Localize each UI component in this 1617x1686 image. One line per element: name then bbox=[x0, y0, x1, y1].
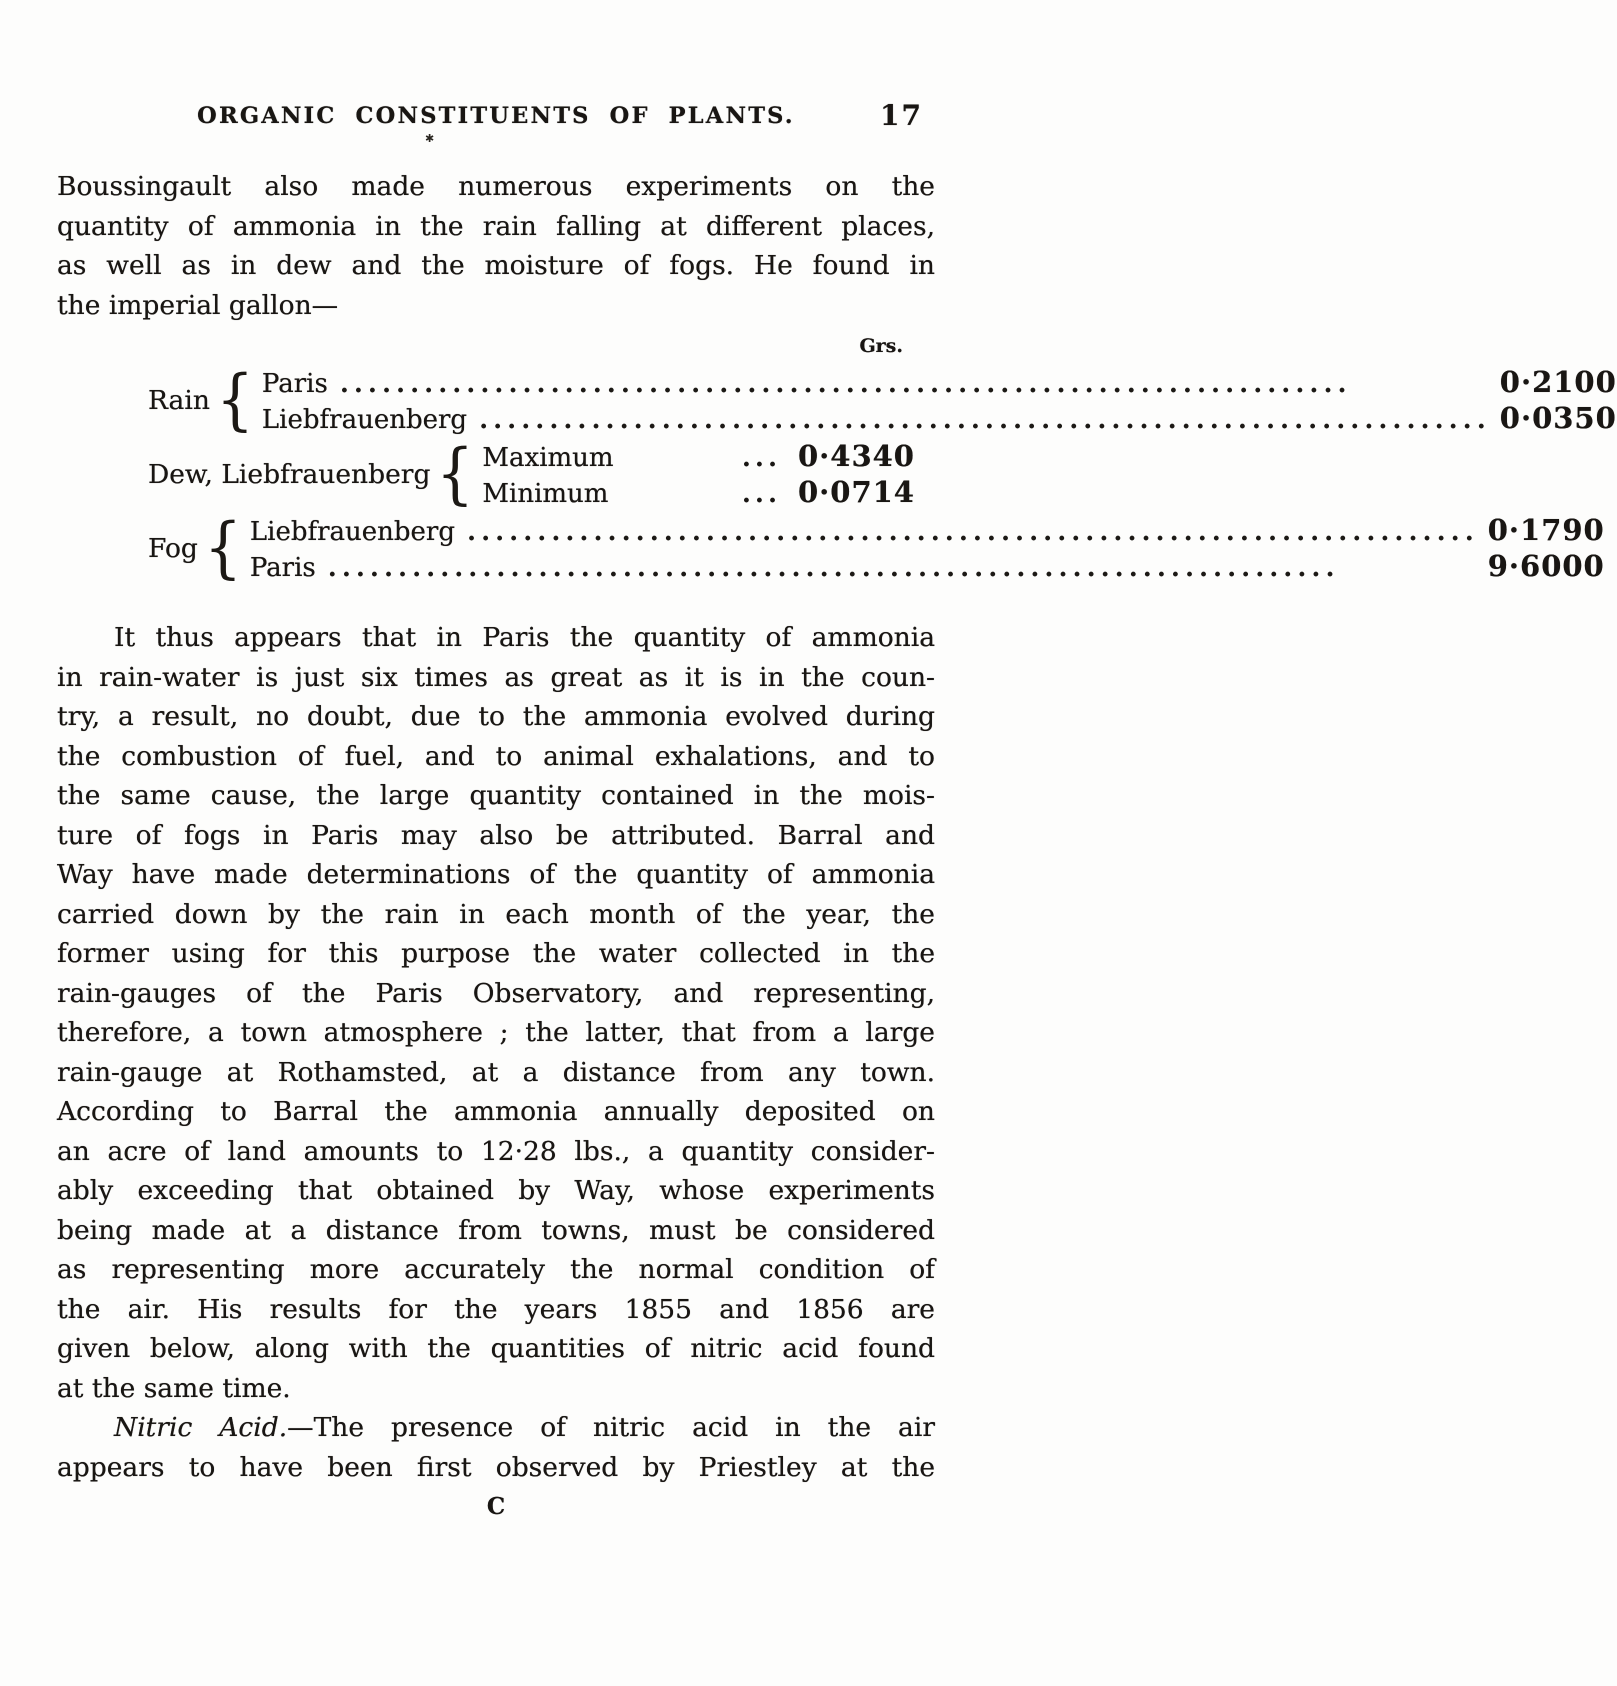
paragraph-intro bbox=[57, 167, 935, 325]
text-line: rain-gauges of the Paris Observatory, and representing, bbox=[57, 977, 935, 1009]
row-name: Minimum bbox=[482, 479, 609, 509]
text-line: appears to have been first observed by Priestley at the bbox=[57, 1451, 935, 1483]
text-line: as representing more accurately the normal condition of bbox=[57, 1254, 935, 1285]
text-line: being made at a distance from towns, must be considered bbox=[57, 1214, 935, 1246]
text-block bbox=[57, 0, 1617, 1520]
line-rest: —The presence of nitric acid in the air bbox=[287, 1412, 936, 1443]
dot-leader bbox=[328, 550, 1479, 586]
table-unit-label: Grs. bbox=[859, 335, 903, 357]
table-row bbox=[482, 474, 915, 510]
table-row bbox=[262, 400, 1617, 436]
text-line: the same cause, the large quantity contained in the mois- bbox=[57, 780, 935, 811]
row-name: Paris bbox=[249, 553, 316, 583]
brace-icon: { bbox=[216, 361, 254, 438]
measurement-table bbox=[148, 361, 1617, 586]
nitric-acid-lead: Nitric Acid. bbox=[114, 1412, 288, 1443]
page-header bbox=[57, 99, 935, 145]
table-rows bbox=[482, 438, 915, 510]
row-value: 0·0714 bbox=[798, 475, 915, 509]
table-group-dew bbox=[148, 435, 915, 512]
text-line: the air. His results for the years 1855 and 1856 are bbox=[57, 1293, 935, 1325]
row-value: 0·1790 bbox=[1487, 513, 1605, 547]
text-line: try, a result, no doubt, due to the ammonia evolved during bbox=[57, 701, 935, 732]
paragraph-discussion bbox=[57, 618, 935, 1408]
text-line bbox=[57, 1408, 935, 1448]
row-value: 0·4340 bbox=[798, 439, 915, 473]
brace-icon: { bbox=[203, 509, 242, 586]
row-value: 9·6000 bbox=[1487, 549, 1605, 583]
row-name: Liebfrauenberg bbox=[261, 405, 468, 435]
table-row bbox=[250, 548, 1605, 584]
text-line: ture of fogs in Paris may also be attributed. Barral and bbox=[57, 819, 935, 851]
table-row bbox=[482, 438, 915, 474]
signature-mark: C bbox=[486, 1493, 506, 1520]
text-line: former using for this purpose the water collected in the bbox=[57, 938, 935, 969]
dot-leader bbox=[467, 514, 1479, 550]
table-group-rain bbox=[148, 361, 1617, 438]
text-line: as well as in dew and the moisture of fogs. He found in bbox=[57, 250, 935, 281]
text-line: carried down by the rain in each month of the year, the bbox=[57, 898, 935, 930]
paragraph-nitric-acid bbox=[57, 1408, 935, 1487]
row-value: 0·2100 bbox=[1499, 365, 1617, 399]
dot-leader bbox=[340, 366, 1491, 402]
running-head-title: ORGANIC CONSTITUENTS OF PLANTS. bbox=[197, 103, 795, 129]
ornament-icon: ✱ bbox=[425, 132, 435, 145]
short-dots: ... bbox=[741, 479, 781, 509]
text-line: therefore, a town atmosphere ; the latter, that from a large bbox=[57, 1017, 935, 1048]
text-line: quantity of ammonia in the rain falling at different places, bbox=[57, 210, 935, 242]
text-line: given below, along with the quantities of nitric acid found bbox=[57, 1333, 935, 1364]
text-line: According to Barral the ammonia annually deposited on bbox=[57, 1096, 935, 1127]
text-line: the imperial gallon— bbox=[57, 289, 339, 321]
row-value: 0·0350 bbox=[1499, 401, 1617, 435]
text-line: Boussingault also made numerous experiments on the bbox=[57, 171, 935, 202]
table-row bbox=[250, 512, 1605, 548]
table-row bbox=[262, 364, 1617, 400]
text-line: in rain-water is just six times as great as it is in the coun- bbox=[57, 661, 935, 693]
text-line: Way have made determinations of the quantity of ammonia bbox=[57, 859, 935, 890]
row-group-label: Fog bbox=[148, 532, 198, 564]
table-rows bbox=[250, 512, 1605, 584]
row-name: Liebfrauenberg bbox=[249, 517, 456, 547]
row-group-label: Dew, Liebfrauenberg bbox=[148, 458, 431, 490]
text-line: It thus appears that in Paris the quantity of ammonia bbox=[114, 622, 935, 653]
brace-icon: { bbox=[436, 435, 475, 512]
text-line: an acre of land amounts to 12·28 lbs., a quantity consider- bbox=[57, 1135, 935, 1167]
text-line: rain-gauge at Rothamsted, at a distance from any town. bbox=[57, 1056, 935, 1088]
dot-leader bbox=[479, 402, 1491, 438]
short-dots: ... bbox=[741, 443, 781, 473]
table-group-fog bbox=[148, 509, 1605, 586]
text-line: the combustion of fuel, and to animal exhalations, and to bbox=[57, 740, 935, 772]
row-name: Paris bbox=[261, 369, 328, 399]
table-rows bbox=[262, 364, 1617, 436]
row-name: Maximum bbox=[482, 443, 614, 473]
text-line: ably exceeding that obtained by Way, whose experiments bbox=[57, 1175, 935, 1206]
text-line: at the same time. bbox=[57, 1372, 291, 1404]
row-group-label: Rain bbox=[148, 384, 210, 416]
page-number: 17 bbox=[880, 99, 923, 132]
